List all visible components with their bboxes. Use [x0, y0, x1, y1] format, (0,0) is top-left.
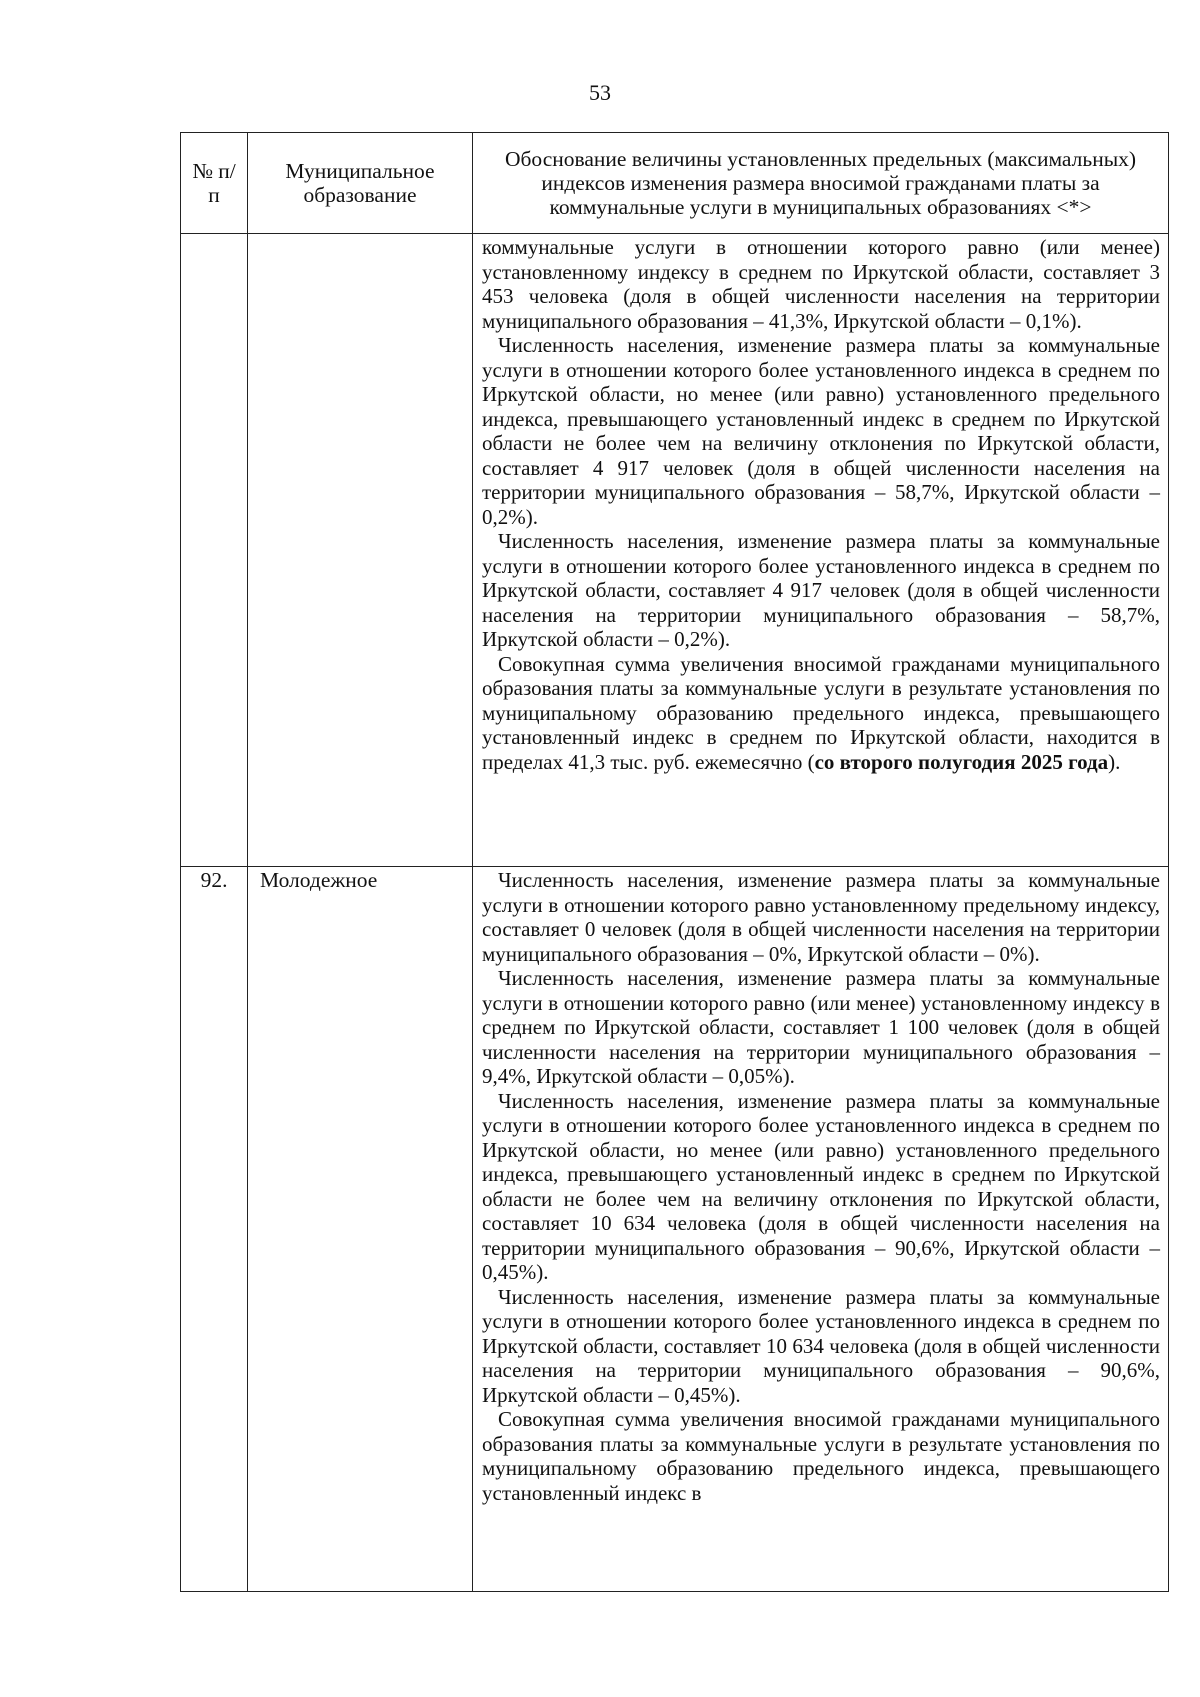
header-num: № п/п [181, 133, 248, 234]
header-justification: Обоснование величины установленных предельных (максимальных) индексов изменения размера вносимой гражданами платы за коммунальные услуги в муниципальных образованиях <*> [473, 133, 1169, 234]
paragraph: Численность населения, изменение размера платы за коммунальные услуги в отношении которого более установленного индекса в среднем по Иркутской области, но менее (или равно) установленного предельного индекса, превышающего установленный индекс в среднем по Иркутской области не более чем на величину отклонения по Иркутской области, составляет 10 634 человека (доля в общей численности населения на территории муниципального образования – 90,6%, Иркутской области – 0,45%). [482, 1088, 1160, 1284]
table-header-row [181, 133, 1169, 234]
paragraph: Численность населения, изменение размера платы за коммунальные услуги в отношении которого равно (или менее) установленному индексу в среднем по Иркутской области, составляет 1 100 человек (доля в общей численности населения на территории муниципального образования – 9,4%, Иркутской области – 0,05%). [482, 966, 1160, 1088]
row-number [181, 234, 248, 867]
summary-end: ). [1108, 749, 1121, 774]
row-justification [473, 867, 1169, 1592]
paragraph: коммунальные услуги в отношении которого равно (или менее) установленному индексу в среднем по Иркутской области, составляет 3 453 человека (доля в общей численности населения на территории муниципального образования – 41,3%, Иркутской области – 0,1%). [482, 235, 1160, 333]
table-row [181, 234, 1169, 867]
page-number: 53 [589, 80, 611, 105]
row-municipality: Молодежное [248, 867, 473, 1592]
paragraph: Совокупная сумма увеличения вносимой гражданами муниципального образования платы за коммунальные услуги в результате установления по муниципальному образованию предельного индекса, превышающего установленный индекс в [482, 1407, 1160, 1505]
row-justification [473, 234, 1169, 867]
paragraph: Численность населения, изменение размера платы за коммунальные услуги в отношении которого более установленного индекса в среднем по Иркутской области, составляет 4 917 человек (доля в общей численности населения на территории муниципального образования – 58,7%, Иркутской области – 0,2%). [482, 529, 1160, 651]
table-row [181, 867, 1169, 1592]
summary-text: Совокупная сумма увеличения вносимой гражданами муниципального образования платы за коммунальные услуги в результате установления по муниципальному образованию предельного индекса, превышающего установленный индекс в среднем по Иркутской области, находится в пределах 41,3 тыс. руб. ежемесячно ( [482, 651, 1160, 774]
summary-period: со второго полугодия 2025 года [814, 749, 1109, 774]
paragraph: Численность населения, изменение размера платы за коммунальные услуги в отношении которого более установленного индекса в среднем по Иркутской области, составляет 10 634 человека (доля в общей численности населения на территории муниципального образования – 90,6%, Иркутской области – 0,45%). [482, 1284, 1160, 1407]
paragraph: Численность населения, изменение размера платы за коммунальные услуги в отношении которого равно установленному предельному индексу, составляет 0 человек (доля в общей численности населения на территории муниципального образования – 0%, Иркутской области – 0%). [482, 868, 1160, 966]
row-municipality [248, 234, 473, 867]
summary-paragraph [482, 652, 1160, 775]
indices-table [180, 132, 1169, 1592]
paragraph: Численность населения, изменение размера платы за коммунальные услуги в отношении которого более установленного индекса в среднем по Иркутской области, но менее (или равно) установленного предельного индекса, превышающего установленный индекс в среднем по Иркутской области не более чем на величину отклонения по Иркутской области, составляет 4 917 человек (доля в общей численности населения на территории муниципального образования – 58,7%, Иркутской области – 0,2%). [482, 333, 1160, 529]
row-number: 92. [181, 867, 248, 1592]
header-municipality: Муниципальное образование [248, 133, 473, 234]
